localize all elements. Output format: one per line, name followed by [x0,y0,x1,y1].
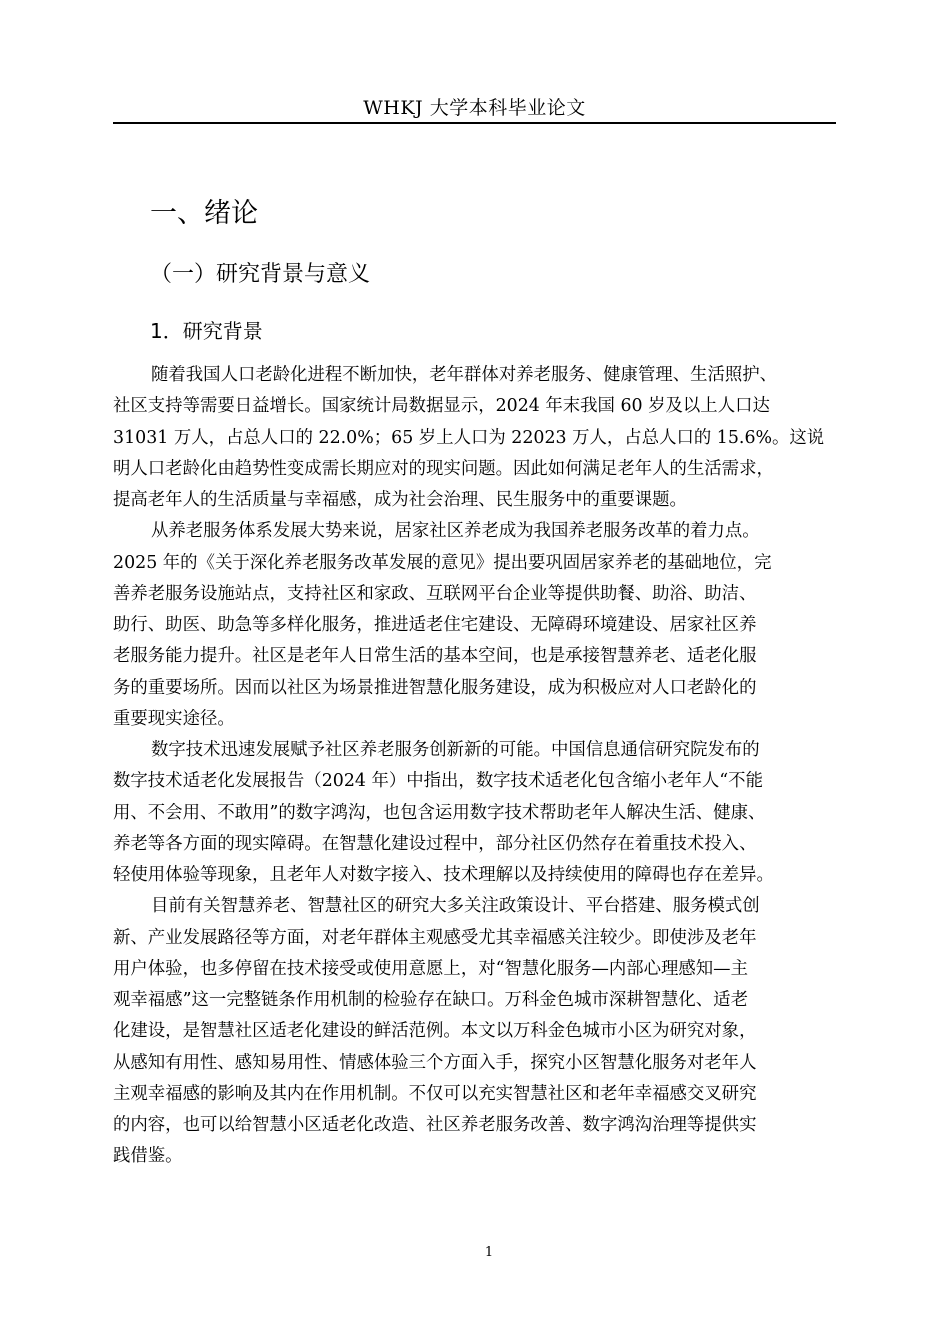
paragraph-line: 数字技术迅速发展赋予社区养老服务创新新的可能。中国信息通信研究院发布的 [151,740,760,760]
paragraph-line: 主观幸福感的影响及其内在作用机制。不仅可以充实智慧社区和老年幸福感交叉研究 [113,1083,757,1104]
paragraph-line: 社区支持等需要日益增长。国家统计局数据显示，2024 年末我国 60 岁及以上人口达 [113,396,770,417]
paragraph-line: 重要现实途径。 [113,708,235,729]
paragraph-line: 31031 万人，占总人口的 22.0%；65 岁上人口为 22023 万人，占总人口的 15.6%。这说 [113,427,825,448]
page-number: 1 [484,1245,494,1260]
paragraph-line: 新、产业发展路径等方面，对老年群体主观感受尤其幸福感关注较少。即使涉及老年 [113,927,757,948]
paragraph-line: 目前有关智慧养老、智慧社区的研究大多关注政策设计、平台搭建、服务模式创 [151,896,760,917]
paragraph-line: 观幸福感”这一完整链条作用机制的检验存在缺口。万科金色城市深耕智慧化、适老 [113,990,748,1010]
subsection-heading: 1．研究背景 [150,319,263,343]
paragraph-line: 提高老年人的生活质量与幸福感，成为社会治理、民生服务中的重要课题。 [113,490,687,510]
page-header-title: WHKJ 大学本科毕业论文 [363,97,586,119]
paragraph-line: 2025 年的《关于深化养老服务改革发展的意见》提出要巩固居家养老的基础地位，完 [113,552,772,573]
paragraph-line: 轻使用体验等现象，且老年人对数字接入、技术理解以及持续使用的障碍也存在差异。 [113,865,774,885]
paragraph-line: 养老等各方面的现实障碍。在智慧化建设过程中，部分社区仍然存在着重技术投入、 [113,833,757,854]
paragraph-line: 随着我国人口老龄化进程不断加快，老年群体对养老服务、健康管理、生活照护、 [151,365,778,385]
paragraph-line: 助行、助医、助急等多样化服务，推进适老住宅建设、无障碍环境建设、居家社区养 [113,615,757,635]
paragraph-line: 务的重要场所。因而以社区为场景推进智慧化服务建设，成为积极应对人口老龄化的 [113,677,757,698]
paragraph-line: 用户体验，也多停留在技术接受或使用意愿上，对“智慧化服务—内部心理感知—主 [113,958,748,979]
paragraph-line: 从养老服务体系发展大势来说，居家社区养老成为我国养老服务改革的着力点。 [151,521,760,542]
paragraph-line: 践借鉴。 [113,1146,183,1167]
paragraph-line: 的内容，也可以给智慧小区适老化改造、社区养老服务改善、数字鸿沟治理等提供实 [113,1115,757,1135]
paragraph-line: 善养老服务设施站点，支持社区和家政、互联网平台企业等提供助餐、助浴、助洁、 [113,583,757,604]
paragraph-line: 数字技术适老化发展报告（2024 年）中指出，数字技术适老化包含缩小老年人“不能 [113,771,763,792]
section-heading: （一）研究背景与意义 [150,262,371,287]
header-divider [113,122,836,124]
paragraph-line: 化建设，是智慧社区适老化建设的鲜活范例。本文以万科金色城市小区为研究对象， [113,1021,757,1042]
paragraph-line: 用、不会用、不敢用”的数字鸿沟，也包含运用数字技术帮助老年人解决生活、健康、 [113,802,766,823]
paragraph-line: 老服务能力提升。社区是老年人日常生活的基本空间，也是承接智慧养老、适老化服 [113,646,757,667]
body-text [113,360,841,1173]
paragraph-line: 明人口老龄化由趋势性变成需长期应对的现实问题。因此如何满足老年人的生活需求， [113,458,774,479]
paragraph-line: 从感知有用性、感知易用性、情感体验三个方面入手，探究小区智慧化服务对老年人 [113,1052,757,1073]
chapter-heading: 一、绪论 [150,198,258,229]
